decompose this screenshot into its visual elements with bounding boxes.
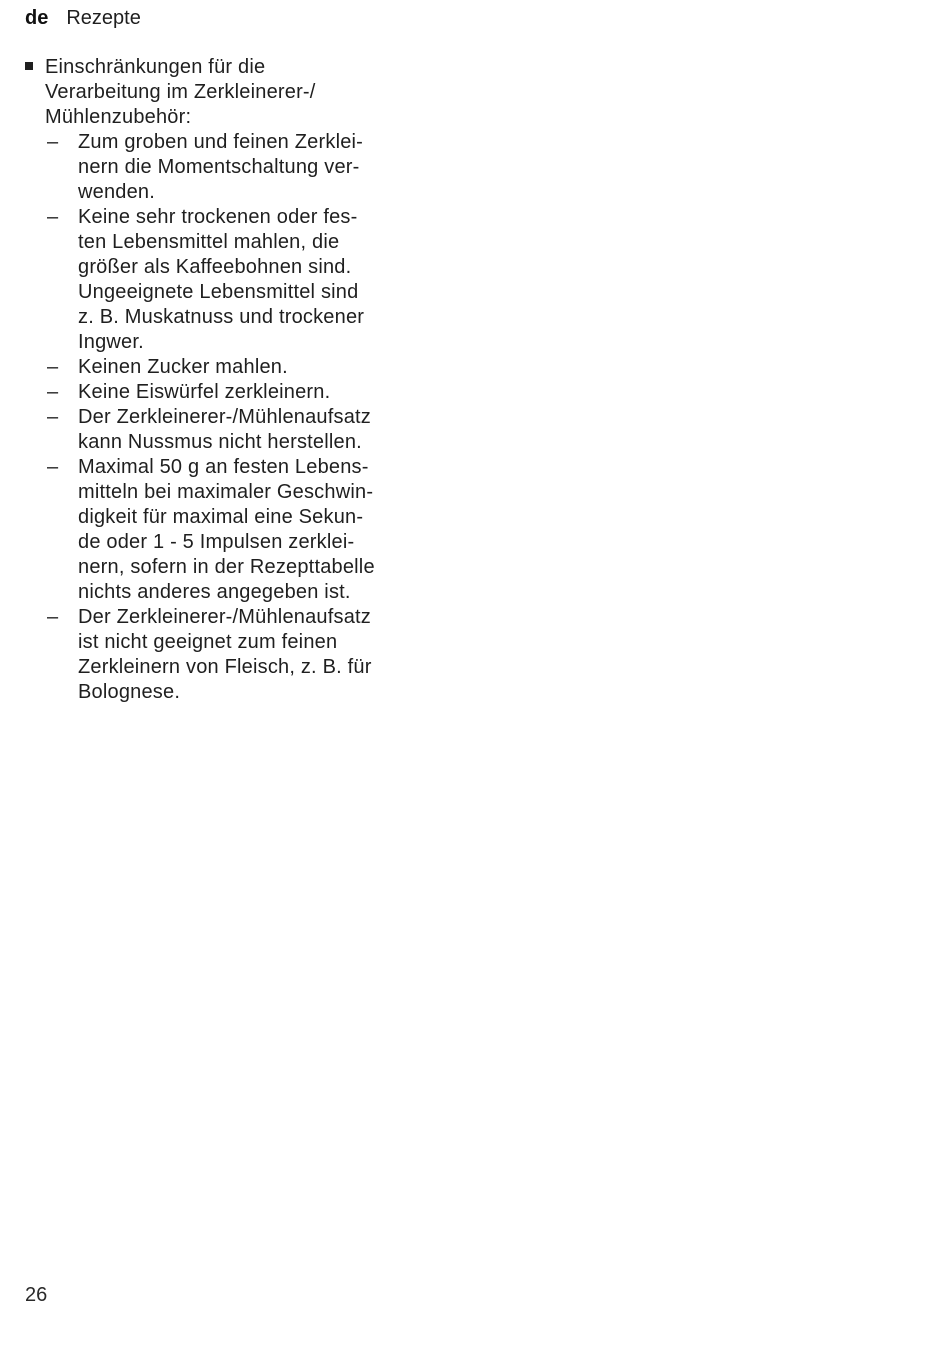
text-line: nichts anderes angegeben ist. [78, 581, 351, 603]
text-line: Zum groben und feinen Zerklei- [78, 131, 364, 153]
text-line: kann Nussmus nicht herstellen. [78, 431, 362, 453]
sub-list-item [45, 205, 470, 355]
text-line: Maximal 50 g an festen Lebens- [78, 456, 369, 478]
text-line: nern, sofern in der Rezepttabelle [78, 556, 375, 578]
dash-marker-icon: – [47, 356, 59, 378]
text-line: Keinen Zucker mahlen. [78, 356, 288, 378]
page-number: 26 [25, 1284, 48, 1306]
text-line: Ingwer. [78, 331, 144, 353]
text-line: Einschränkungen für die [45, 56, 266, 78]
section-title: Rezepte [66, 7, 141, 29]
dash-marker-icon: – [47, 406, 59, 428]
sub-list-item [45, 405, 470, 455]
dash-marker-icon: – [47, 456, 59, 478]
sub-list-item [45, 380, 470, 405]
text-line: Mühlenzubehör: [45, 106, 192, 128]
restrictions-list-item [0, 55, 470, 705]
text-line: wenden. [78, 181, 156, 203]
text-line: Keine Eiswürfel zerkleinern. [78, 381, 331, 403]
text-line: ten Lebensmittel mahlen, die [78, 231, 340, 253]
running-header [25, 6, 141, 31]
page-content [0, 55, 470, 705]
text-line: de oder 1 - 5 Impulsen zerklei- [78, 531, 355, 553]
text-line: z. B. Muskatnuss und trockener [78, 306, 365, 328]
text-line: ist nicht geeignet zum feinen [78, 631, 338, 653]
dash-marker-icon: – [47, 606, 59, 628]
sub-list-item [45, 605, 470, 705]
text-line: Zerkleinern von Fleisch, z. B. für [78, 656, 372, 678]
text-line: nern die Momentschaltung ver- [78, 156, 360, 178]
text-line: Der Zerkleinerer-/Mühlenaufsatz [78, 606, 371, 628]
square-bullet-icon [25, 62, 33, 70]
sub-list-item [45, 455, 470, 605]
language-code: de [25, 7, 49, 29]
dash-marker-icon: – [47, 206, 59, 228]
text-line: digkeit für maximal eine Sekun- [78, 506, 364, 528]
restrictions-intro-lines [45, 55, 470, 130]
text-line: Keine sehr trockenen oder fes- [78, 206, 358, 228]
dash-marker-icon: – [47, 131, 59, 153]
sub-list-item [45, 355, 470, 380]
sub-list-item [45, 130, 470, 205]
text-line: Bolognese. [78, 681, 181, 703]
text-line: mitteln bei maximaler Geschwin- [78, 481, 374, 503]
restrictions-sub-list [45, 130, 470, 705]
text-line: größer als Kaffeebohnen sind. [78, 256, 352, 278]
dash-marker-icon: – [47, 381, 59, 403]
text-line: Der Zerkleinerer-/Mühlenaufsatz [78, 406, 371, 428]
text-line: Ungeeignete Lebensmittel sind [78, 281, 359, 303]
text-line: Verarbeitung im Zerkleinerer-/ [45, 81, 316, 103]
